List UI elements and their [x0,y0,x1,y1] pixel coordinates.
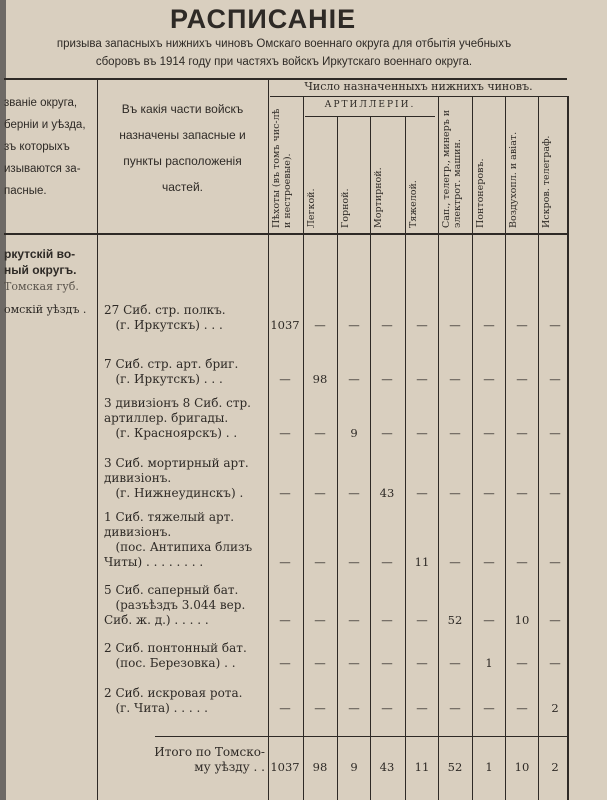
origin-header-line: званіе округа, [4,97,78,109]
units-header-line: назначены запасные и [119,128,246,142]
column-header: Мортирной. [373,167,384,228]
origin-header-line: зъ которыхъ [4,141,70,153]
total-cell: 1037 [270,760,300,774]
column-header: Понтонеровъ. [475,158,486,228]
table-cell: — [449,372,461,386]
unit-line: дивизiонъ. [104,471,172,485]
table-cell: — [314,656,326,670]
unit-name [104,396,266,441]
unit-name [104,357,266,387]
table-cell: — [449,318,461,332]
table-cell: — [314,486,326,500]
total-cell: 11 [414,760,430,774]
table-cell: 52 [447,613,463,627]
total-label-line: му уѣзду . . [194,760,265,774]
table-cell: — [416,656,428,670]
unit-line: (г. Иркутскъ) . . . [104,372,223,386]
table-cell: 9 [350,426,358,440]
table-cell: — [549,613,561,627]
column-header: Горной. [340,188,351,228]
unit-name [104,456,266,501]
column-header: Тяжелой. [408,180,419,228]
unit-line: (пос. Березовка) . . [104,656,236,670]
total-cell: 2 [551,760,559,774]
table-cell: — [314,555,326,569]
table-cell: — [483,701,495,715]
region-line: ный округъ. [4,263,77,277]
table-cell: — [516,372,528,386]
page-title: РАСПИСАНIЕ [170,4,357,34]
unit-line: 27 Сиб. стр. полкъ. [104,303,226,317]
table-cell: — [279,656,291,670]
table-cell: 10 [514,613,530,627]
table-cell: — [348,318,360,332]
table-cell: — [483,318,495,332]
total-cell: 98 [312,760,328,774]
column-divider [303,96,304,800]
column-divider [97,80,98,800]
total-label [140,745,265,775]
unit-line: 5 Сиб. саперный бат. [104,583,239,597]
table-cell: 1037 [270,318,300,332]
column-header: Пѣхоты (въ томъ чис-лѣ и нестроевые). [271,108,293,228]
table-cell: — [516,555,528,569]
unit-line: (пос. Антипиха близъ [104,540,253,554]
unit-line: (г. Иркутскъ) . . . [104,318,223,332]
table-cell: — [516,656,528,670]
unit-line: 3 дивизiонъ 8 Сиб. стр. [104,396,251,410]
unit-line: дивизiонъ. [104,525,172,539]
total-cell: 9 [350,760,358,774]
column-divider [370,116,371,800]
table-cell: — [279,372,291,386]
unit-line: 1 Сиб. тяжелый арт. [104,510,235,524]
table-cell: — [483,372,495,386]
table-cell: — [381,701,393,715]
column-divider [505,96,506,800]
table-cell: — [449,555,461,569]
units-header-line: пункты расположенія [123,154,242,168]
table-cell: — [279,701,291,715]
unit-line: (разъѣздъ 3.044 вер. [104,598,246,612]
total-cell: 52 [447,760,463,774]
unit-line: Читы) . . . . . . . . [104,555,204,569]
units-header-line: Въ какія части войскъ [121,102,244,116]
table-cell: — [549,318,561,332]
table-cell: — [416,426,428,440]
table-cell: 43 [379,486,395,500]
subtitle-line-1: призыва запасныхъ нижнихъ чиновъ Омскаго военнаго округа для отбытiя учебныхъ [56,38,512,50]
table-cell: — [516,318,528,332]
column-header: Искров. телеграф. [541,135,552,228]
origin-header-line: пасные. [4,185,47,197]
unit-name [104,641,266,671]
table-cell: — [449,486,461,500]
table-cell: — [416,486,428,500]
total-label-line: Итого по Томско- [154,745,265,759]
table-cell: — [314,426,326,440]
table-cell: 98 [312,372,328,386]
unit-line: (г. Нижнеудинскъ) . [104,486,244,500]
table-cell: — [381,555,393,569]
table-cell: — [449,656,461,670]
unit-name [104,303,266,333]
total-cell: 1 [485,760,493,774]
table-cell: — [279,555,291,569]
table-cell: — [314,701,326,715]
column-divider [438,96,439,800]
header-bottom-rule [4,233,567,235]
origin-header [4,92,96,202]
units-header-line: частей. [162,180,203,194]
table-cell: 11 [414,555,430,569]
table-cell: — [381,613,393,627]
column-header: Воздухопл. и авіат. [508,131,519,228]
table-cell: 1 [485,656,493,670]
table-cell: — [348,613,360,627]
table-cell: — [416,701,428,715]
table-cell: — [416,372,428,386]
column-divider [538,96,539,800]
table-cell: — [449,701,461,715]
table-cell: — [348,555,360,569]
table-cell: — [279,486,291,500]
unit-line: (г. Чита) . . . . . [104,701,208,715]
column-divider [472,96,473,800]
table-cell: — [381,372,393,386]
table-cell: — [381,426,393,440]
table-cell: — [279,426,291,440]
table-cell: — [348,486,360,500]
column-divider [337,116,338,800]
table-cell: 2 [551,701,559,715]
unit-line: 7 Сиб. стр. арт. бриг. [104,357,239,371]
table-cell: — [381,318,393,332]
column-divider [405,116,406,800]
table-cell: — [549,555,561,569]
group-rule [270,96,567,97]
column-header: Легкой. [306,188,317,228]
total-cell: 43 [379,760,395,774]
table-cell: — [483,486,495,500]
table-cell: — [449,426,461,440]
table-cell: — [549,656,561,670]
table-cell: — [348,701,360,715]
table-cell: — [516,426,528,440]
table-cell: — [549,426,561,440]
artillery-header: АРТИЛЛЕРIИ. [324,100,416,110]
table-cell: — [416,613,428,627]
region-line: ркутскій во- [4,247,76,261]
origin-header-line: берніи и уѣзда, [4,119,86,131]
table-cell: — [381,656,393,670]
unit-name [104,686,266,716]
unit-line: Сиб. ж. д.) . . . . . [104,613,209,627]
table-cell: — [314,613,326,627]
column-divider [268,80,269,800]
unit-line: 2 Сиб. понтонный бат. [104,641,247,655]
group-header: Число назначенныхъ нижнихъ чиновъ. [304,80,533,93]
table-cell: — [348,372,360,386]
table-cell: — [516,486,528,500]
province-name: Томская губ. [4,280,79,293]
table-cell: — [483,555,495,569]
units-header [100,96,265,200]
district-name: омскій уѣздъ . [4,303,87,316]
unit-line: артиллер. бригады. [104,411,229,425]
region-name [4,246,76,278]
table-cell: — [549,486,561,500]
column-header: Сап., телегр., минеръ и электрот. машин. [441,109,463,228]
unit-name [104,510,266,570]
origin-header-line: изываются за- [4,163,81,175]
unit-line: 2 Сиб. искровая рота. [104,686,243,700]
unit-name [104,583,266,628]
table-cell: — [516,701,528,715]
unit-line: 3 Сиб. мортирный арт. [104,456,249,470]
table-cell: — [314,318,326,332]
total-cell: 10 [514,760,530,774]
subtitle-line-2: сборовъ въ 1914 году при частяхъ войскъ Иркутскаго военнаго округа. [95,56,473,68]
table-cell: — [416,318,428,332]
table-cell: — [348,656,360,670]
table-cell: — [279,613,291,627]
table-cell: — [483,613,495,627]
table-cell: — [549,372,561,386]
table-cell: — [483,426,495,440]
unit-line: (г. Красноярскъ) . . [104,426,238,440]
